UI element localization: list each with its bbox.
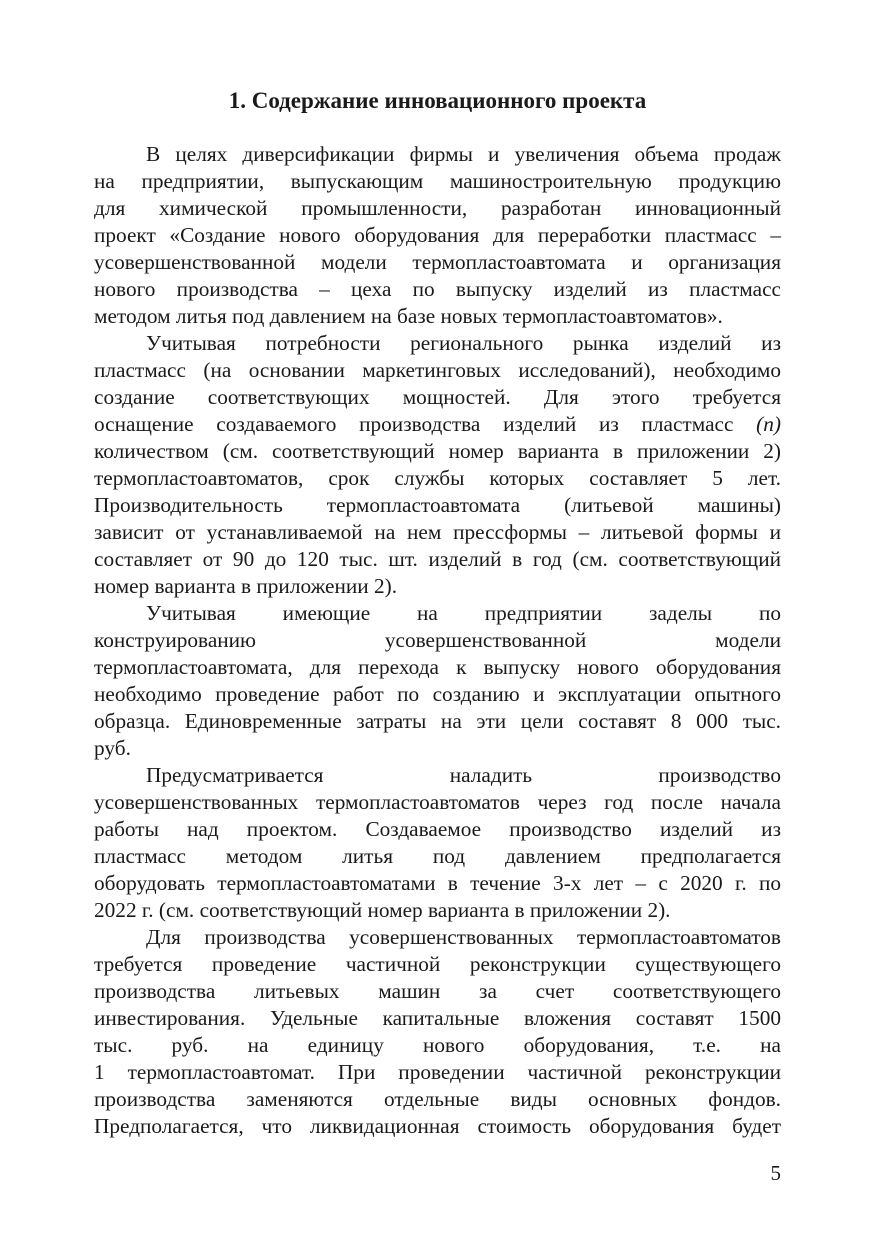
text-line: Производительность термопластоавтомата (литьевой машины) [94, 493, 781, 517]
italic-variable-n: (n) [756, 412, 782, 436]
paragraph-1 [94, 141, 781, 330]
text-line: 1 термопластоавтомат. При проведении частичной реконструкции [94, 1060, 781, 1084]
page-number: 5 [770, 1161, 781, 1185]
text-line: Предусматривается наладить производство [146, 763, 781, 787]
text-line: тыс. руб. на единицу нового оборудования, т.е. на [94, 1033, 781, 1057]
paragraph-5 [94, 924, 781, 1140]
text-line: нового производства – цеха по выпуску изделий из пластмасс [94, 277, 781, 301]
text-line-with-italic [94, 411, 781, 438]
text-line: создание соответствующих мощностей. Для этого требуется [94, 385, 781, 409]
text-line: термопластоавтоматов, срок службы которых составляет 5 лет. [94, 466, 781, 490]
text-line: проект «Создание нового оборудования для переработки пластмасс – [94, 223, 781, 247]
text-line: количеством (см. соответствующий номер варианта в приложении 2) [94, 439, 781, 463]
text-line: 2022 г. (см. соответствующий номер варианта в приложении 2). [94, 898, 671, 922]
text-line: усовершенствованных термопластоавтоматов через год после начала [94, 790, 781, 814]
text-line: пластмасс методом литья под давлением предполагается [94, 844, 781, 868]
text-line: производства заменяются отдельные виды основных фондов. [94, 1087, 781, 1111]
text-line: необходимо проведение работ по созданию и эксплуатации опытного [94, 682, 781, 706]
text-line: пластмасс (на основании маркетинговых исследований), необходимо [94, 358, 781, 382]
paragraph-3 [94, 600, 781, 762]
text-line: зависит от устанавливаемой на нем прессформы – литьевой формы и [94, 520, 781, 544]
text-line: составляет от 90 до 120 тыс. шт. изделий в год (см. соответствующий [94, 547, 781, 571]
text-line: производства литьевых машин за счет соответствующего [94, 979, 781, 1003]
text-line: руб. [94, 736, 131, 760]
text-line: для химической промышленности, разработан инновационный [94, 196, 781, 220]
text-line: работы над проектом. Создаваемое производство изделий из [94, 817, 781, 841]
text-line: Для производства усовершенствованных термопластоавтоматов [146, 925, 781, 949]
text-line: оснащение создаваемого производства изделий из пластмасс [94, 412, 734, 436]
text-line: Учитывая имеющие на предприятии заделы по [146, 601, 781, 625]
page-body [94, 86, 781, 1140]
paragraph-4 [94, 762, 781, 924]
text-line: инвестирования. Удельные капитальные вложения составят 1500 [94, 1006, 781, 1030]
section-heading: 1. Содержание инновационного проекта [228, 88, 647, 113]
paragraph-2 [94, 330, 781, 600]
text-line: Предполагается, что ликвидационная стоимость оборудования будет [94, 1114, 781, 1138]
text-line: оборудовать термопластоавтоматами в течение 3-х лет – с 2020 г. по [94, 871, 781, 895]
text-line: термопластоавтомата, для перехода к выпуску нового оборудования [94, 655, 781, 679]
text-line: В целях диверсификации фирмы и увеличения объема продаж [146, 142, 781, 166]
text-line: на предприятии, выпускающим машиностроительную продукцию [94, 169, 781, 193]
text-line: номер варианта в приложении 2). [94, 574, 398, 598]
text-line: требуется проведение частичной реконструкции существующего [94, 952, 781, 976]
text-line: методом литья под давлением на базе новых термопластоавтоматов». [94, 304, 723, 328]
text-line: образца. Единовременные затраты на эти цели составят 8 000 тыс. [94, 709, 781, 733]
text-line: конструированию усовершенствованной модели [94, 628, 781, 652]
text-line: усовершенствованной модели термопластоавтомата и организация [94, 250, 781, 274]
text-line: Учитывая потребности регионального рынка изделий из [146, 331, 781, 355]
